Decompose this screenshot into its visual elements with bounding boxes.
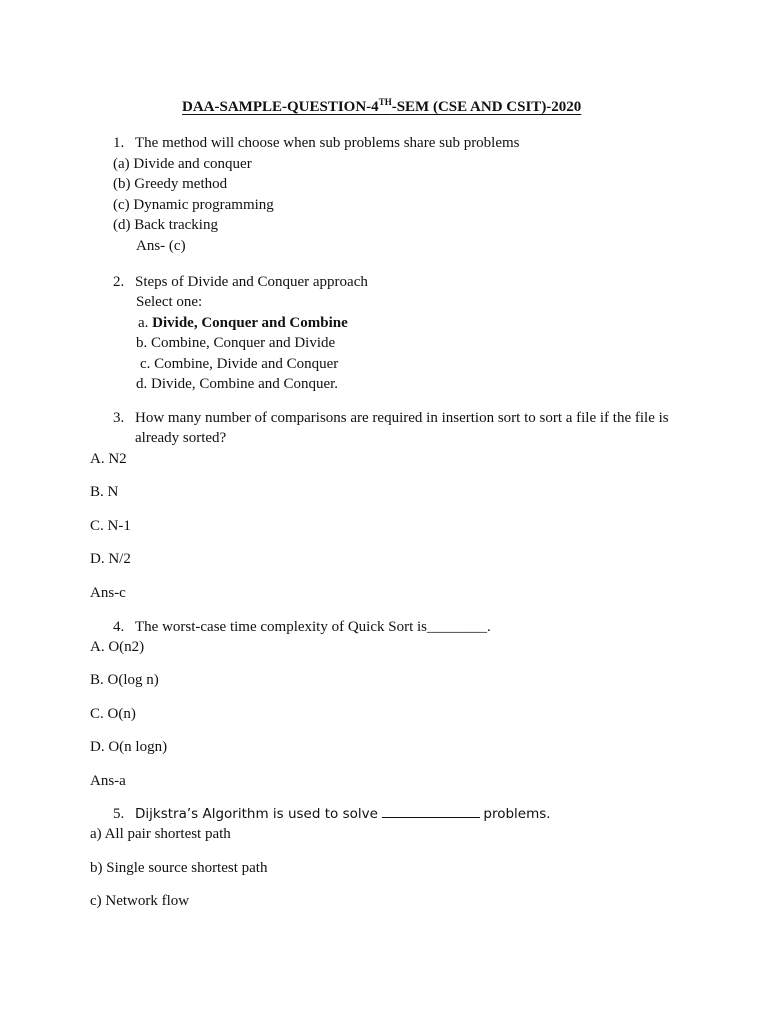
question-1-option-c: (c) Dynamic programming (113, 197, 274, 213)
document-title: DAA-SAMPLE-QUESTION-4TH-SEM (CSE AND CSIT)-2020 (182, 97, 582, 115)
question-2-option-d: d. Divide, Combine and Conquer. (136, 376, 339, 392)
question-4-answer: Ans-a (90, 773, 126, 789)
question-3: 3. How many number of comparisons are required in insertion sort to sort a file if the file is (113, 410, 669, 426)
question-5-option-c: c) Network flow (90, 893, 190, 909)
question-2-select-one: Select one: (136, 294, 203, 310)
question-1-option-b: (b) Greedy method (113, 176, 228, 192)
question-1-option-d: (d) Back tracking (113, 217, 218, 233)
question-4: 4. The worst-case time complexity of Quick Sort is________. (113, 619, 491, 635)
question-2-option-c: c. Combine, Divide and Conquer (140, 356, 339, 372)
question-1-answer: Ans- (c) (136, 238, 186, 254)
question-3-option-d: D. N/2 (90, 551, 131, 567)
question-3-continued: already sorted? (135, 430, 227, 446)
question-4-option-b: B. O(log n) (90, 672, 159, 688)
question-2: 2. Steps of Divide and Conquer approach (113, 274, 368, 290)
question-5-option-a: a) All pair shortest path (90, 826, 231, 842)
question-2-option-a: a. Divide, Conquer and Combine (138, 315, 348, 331)
fill-in-blank (382, 816, 480, 818)
question-4-option-c: C. O(n) (90, 706, 136, 722)
question-1: 1. The method will choose when sub problems share sub problems (113, 135, 520, 151)
question-5-option-b: b) Single source shortest path (90, 860, 268, 876)
question-4-option-d: D. O(n logn) (90, 739, 168, 755)
question-2-option-b: b. Combine, Conquer and Divide (136, 335, 336, 351)
question-3-answer: Ans-c (90, 585, 126, 601)
question-3-option-b: B. N (90, 484, 119, 500)
correct-answer-highlight: Divide, Conquer and Combine (152, 315, 348, 331)
question-4-option-a: A. O(n2) (90, 639, 145, 655)
question-3-option-c: C. N-1 (90, 518, 131, 534)
question-3-option-a: A. N2 (90, 451, 127, 467)
question-1-option-a: (a) Divide and conquer (113, 156, 252, 172)
question-5: 5. Dijkstra’s Algorithm is used to solve problems. (113, 806, 551, 822)
